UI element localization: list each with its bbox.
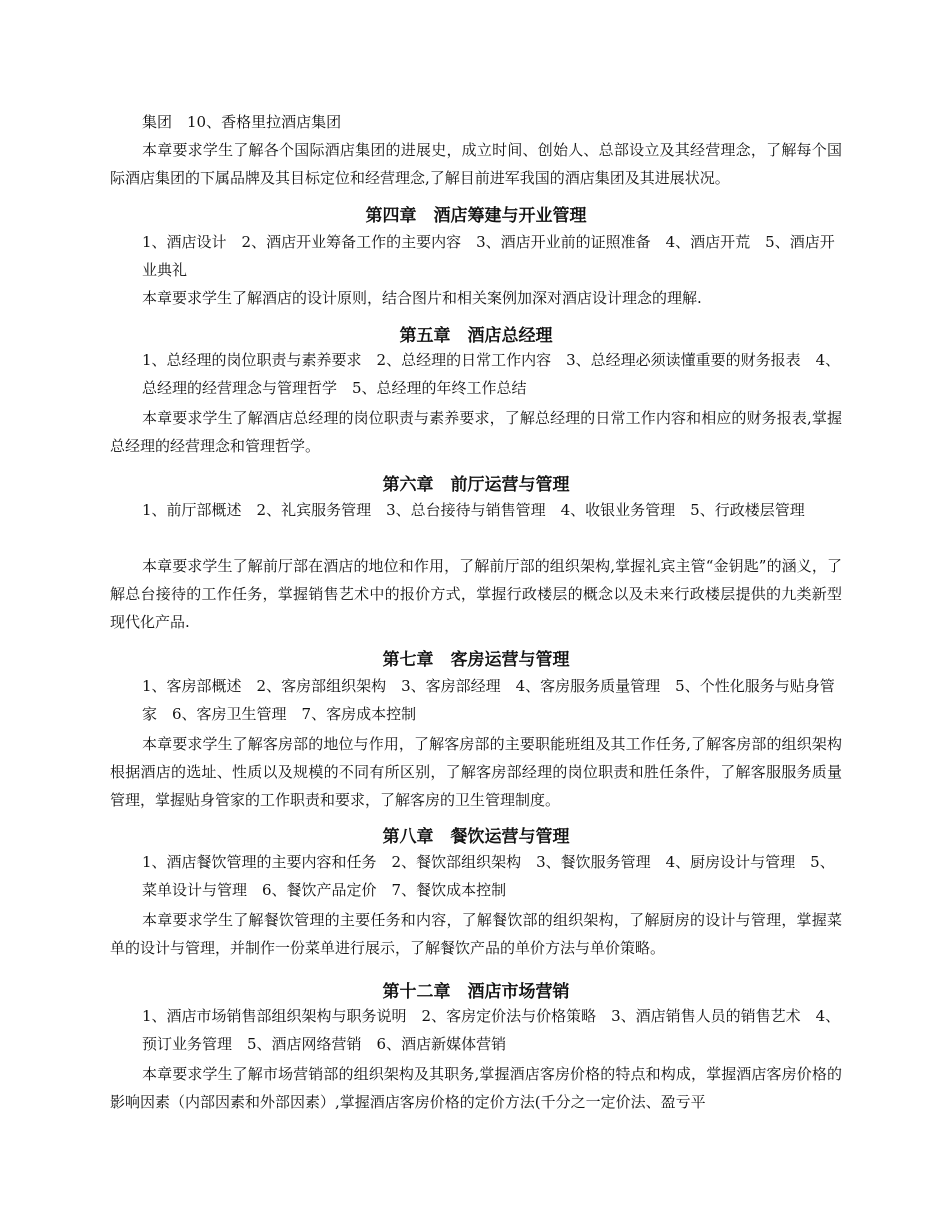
intro-summary: 本章要求学生了解各个国际酒店集团的进展史，成立时间、创始人、总部设立及其经营理念，了解每个国际酒店集团的下属品牌及其目标定位和经营理念,了解目前进军我国的酒店集团及其进展状况。 <box>110 141 842 187</box>
intro-continuation: 集团 10、香格里拉酒店集团 <box>142 113 342 131</box>
chapter-7-topics: 1、客房部概述 2、客房部组织架构 3、客房部经理 4、客房服务质量管理 5、个性化服务与贴身管家 6、客房卫生管理 7、客房成本控制 <box>142 677 835 723</box>
chapter-5-title: 第五章 酒店总经理 <box>399 326 553 346</box>
chapter-8-summary: 本章要求学生了解餐饮管理的主要任务和内容，了解餐饮部的组织架构，了解厨房的设计与管理，掌握菜单的设计与管理，并制作一份菜单进行展示，了解餐饮产品的单价方法与单价策略。 <box>110 911 842 957</box>
chapter-12-title: 第十二章 酒店市场营销 <box>382 982 570 1002</box>
chapter-4-topics: 1、酒店设计 2、酒店开业筹备工作的主要内容 3、酒店开业前的证照准备 4、酒店开荒 5、酒店开业典礼 <box>142 233 835 279</box>
chapter-7-summary: 本章要求学生了解客房部的地位与作用，了解客房部的主要职能班组及其工作任务,了解客房部的组织架构根据酒店的选址、性质以及规模的不同有所区别，了解客房部经理的岗位职责和胜任条件，了解客服服务质量管理，掌握贴身管家的工作职责和要求，了解客房的卫生管理制度。 <box>110 735 842 809</box>
chapter-6-topics: 1、前厅部概述 2、礼宾服务管理 3、总台接待与销售管理 4、收银业务管理 5、行政楼层管理 <box>142 501 805 519</box>
chapter-8-title: 第八章 餐饮运营与管理 <box>382 827 570 847</box>
chapter-12-summary: 本章要求学生了解市场营销部的组织架构及其职务,掌握酒店客房价格的特点和构成，掌握酒店客房价格的影响因素（内部因素和外部因素）,掌握酒店客房价格的定价方法(千分之一定价法、盈亏平 <box>110 1065 842 1111</box>
chapter-7-title: 第七章 客房运营与管理 <box>382 650 570 670</box>
chapter-5-topics: 1、总经理的岗位职责与素养要求 2、总经理的日常工作内容 3、总经理必须读懂重要的财务报表 4、总经理的经营理念与管理哲学 5、总经理的年终工作总结 <box>142 351 841 397</box>
chapter-4-title: 第四章 酒店筹建与开业管理 <box>365 206 587 226</box>
chapter-8-topics: 1、酒店餐饮管理的主要内容和任务 2、餐饮部组织架构 3、餐饮服务管理 4、厨房设计与管理 5、菜单设计与管理 6、餐饮产品定价 7、餐饮成本控制 <box>142 853 835 899</box>
chapter-4-summary: 本章要求学生了解酒店的设计原则，结合图片和相关案例加深对酒店设计理念的理解. <box>142 289 702 307</box>
chapter-6-title: 第六章 前厅运营与管理 <box>382 475 570 495</box>
chapter-5-summary: 本章要求学生了解酒店总经理的岗位职责与素养要求，了解总经理的日常工作内容和相应的财务报表,掌握总经理的经营理念和管理哲学。 <box>110 409 842 455</box>
chapter-6-summary: 本章要求学生了解前厅部在酒店的地位和作用，了解前厅部的组织架构,掌握礼宾主管“金钥匙”的涵义，了解总台接待的工作任务，掌握销售艺术中的报价方式，掌握行政楼层的概念以及未来行政楼层提供的九类新型现代化产品. <box>110 557 842 631</box>
chapter-12-topics: 1、酒店市场销售部组织架构与职务说明 2、客房定价法与价格策略 3、酒店销售人员的销售艺术 4、预订业务管理 5、酒店网络营销 6、酒店新媒体营销 <box>142 1007 841 1053</box>
